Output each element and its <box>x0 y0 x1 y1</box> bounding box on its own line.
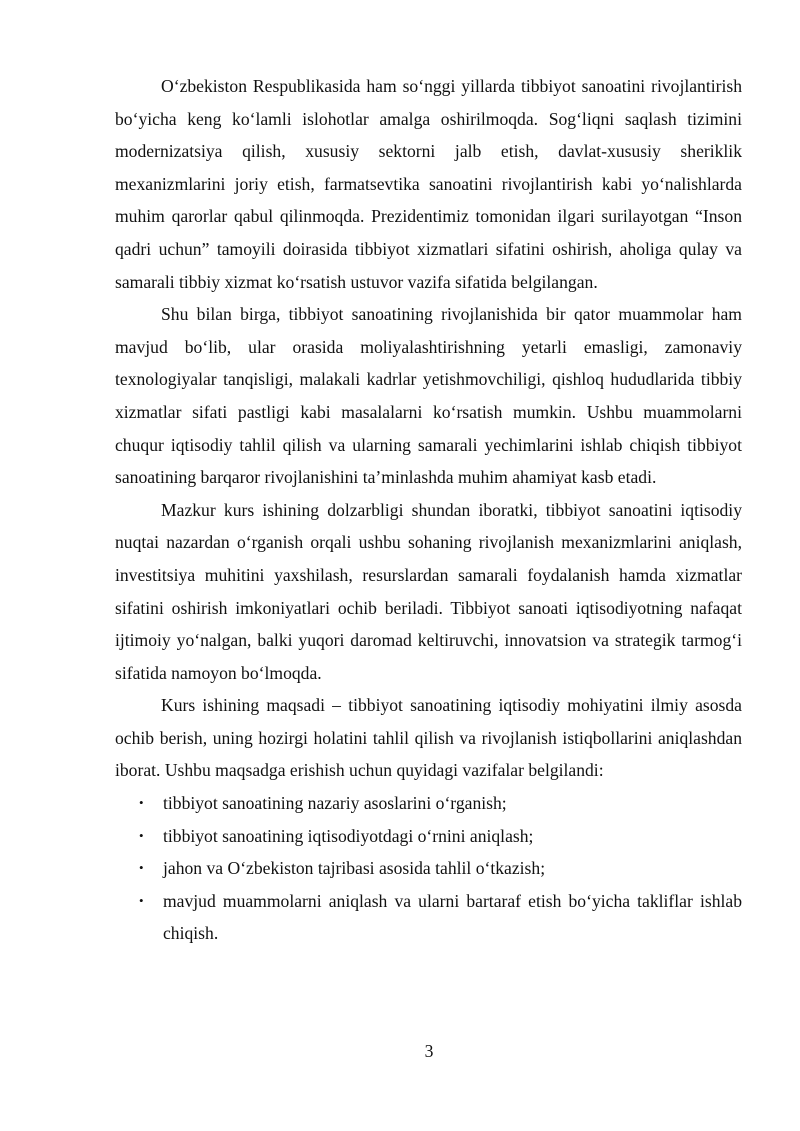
bullet-icon: • <box>139 827 144 843</box>
bullet-icon: • <box>139 860 144 876</box>
list-item <box>115 787 742 820</box>
list-item-text: tibbiyot sanoatining nazariy asoslarini o‘rganish; <box>163 793 507 814</box>
paragraph-relevance: Mazkur kurs ishining dolzarbligi shundan iboratki, tibbiyot sanoatini iqtisodiy nuqtai nazardan o‘rganish orqali ushbu sohaning rivojlanish mexanizmlarini aniqlash, investitsiya muhitini yaxshilash, resurslardan samarali foydalanish hamda xizmatlar sifatini oshirish imkoniyatlari ochib beriladi. Tibbiyot sanoati iqtisodiyotning nafaqat ijtimoiy yo‘nalgan, balki yuqori daromad keltiruvchi, innovatsion va strategik tarmog‘i sifatida namoyon bo‘lmoqda. <box>115 499 742 683</box>
paragraph-goal: Kurs ishining maqsadi – tibbiyot sanoatining iqtisodiy mohiyatini ilmiy asosda ochib berish, uning hozirgi holatini tahlil qilish va rivojlanish istiqbollarini aniqlashdan iborat. Ushbu maqsadga erishish uchun quyidagi vazifalar belgilandi: <box>115 695 742 781</box>
list-item <box>115 885 742 950</box>
list-item-text: jahon va O‘zbekiston tajribasi asosida tahlil o‘tkazish; <box>163 858 546 879</box>
bullet-icon: • <box>139 795 144 811</box>
page-number: 3 <box>424 1041 434 1061</box>
list-item-text: tibbiyot sanoatining iqtisodiyotdagi o‘rnini aniqlash; <box>163 825 534 846</box>
paragraph-problems: Shu bilan birga, tibbiyot sanoatining rivojlanishida bir qator muammolar ham mavjud bo‘lib, ular orasida moliyalashtirishning yetarli emasligi, zamonaviy texnologiyalar tanqisligi, malakali kadrlar yetishmovchiligi, qishloq hududlarida tibbiy xizmatlar sifati pastligi kabi masalalarni ko‘rsatish mumkin. Ushbu muammolarni chuqur iqtisodiy tahlil qilish va ularning samarali yechimlarini ishlab chiqish tibbiyot sanoatining barqaror rivojlanishini ta’minlashda muhim ahamiyat kasb etadi. <box>115 304 742 488</box>
list-item <box>115 820 742 853</box>
list-item-text: mavjud muammolarni aniqlash va ularni bartaraf etish bo‘yicha takliflar ishlab chiqish. <box>163 890 742 944</box>
document-page <box>115 70 742 950</box>
paragraph-reforms: O‘zbekiston Respublikasida ham so‘nggi yillarda tibbiyot sanoatini rivojlantirish bo‘yicha keng ko‘lamli islohotlar amalga oshirilmoqda. Sog‘liqni saqlash tizimini modernizatsiya qilish, xususiy sektorni jalb etish, davlat-xususiy sheriklik mexanizmlarini joriy etish, farmatsevtika sanoatini rivojlantirish kabi yo‘nalishlarda muhim qarorlar qabul qilinmoqda. Prezidentimiz tomonidan ilgari surilayotgan “Inson qadri uchun” tamoyili doirasida tibbiyot xizmatlari sifatini oshirish, aholiga qulay va samarali tibbiy xizmat ko‘rsatish ustuvor vazifa sifatida belgilangan. <box>115 76 742 292</box>
bullet-icon: • <box>139 892 144 908</box>
task-list <box>115 787 742 950</box>
list-item <box>115 852 742 885</box>
